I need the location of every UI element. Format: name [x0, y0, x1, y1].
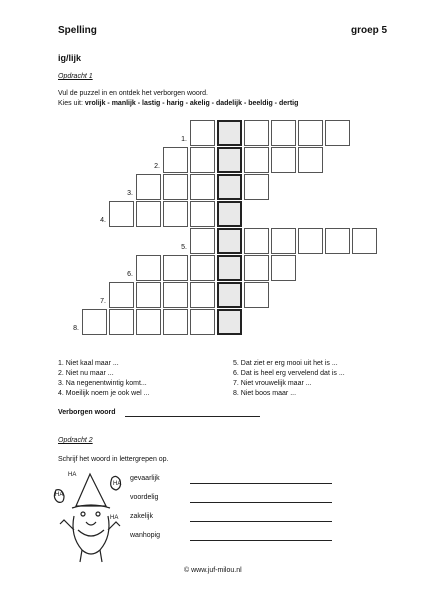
puzzle-cell[interactable] — [190, 228, 215, 254]
clue-item: 6. Dat is heel erg vervelend dat is ... — [233, 370, 345, 377]
worksheet-title: Spelling — [58, 25, 97, 36]
syllable-answer-line[interactable] — [190, 483, 332, 484]
laugh-bubble-1: HA — [55, 492, 64, 498]
clue-number-2: 2. — [154, 163, 160, 170]
puzzle-cell[interactable] — [109, 201, 134, 227]
puzzle-cell[interactable] — [325, 120, 350, 146]
puzzle-cell[interactable] — [271, 147, 296, 173]
hidden-word-answer-line[interactable] — [125, 416, 260, 417]
puzzle-cell[interactable] — [190, 201, 215, 227]
puzzle-cell[interactable] — [163, 147, 188, 173]
puzzle-cell[interactable] — [163, 255, 188, 281]
exercise-1-heading: Opdracht 1 — [58, 73, 93, 80]
clue-number-8: 8. — [73, 325, 79, 332]
puzzle-cell[interactable] — [163, 309, 188, 335]
puzzle-cell[interactable] — [244, 282, 269, 308]
clue-number-3: 3. — [127, 190, 133, 197]
puzzle-cell[interactable] — [109, 309, 134, 335]
puzzle-cell[interactable] — [271, 228, 296, 254]
puzzle-cell[interactable] — [244, 174, 269, 200]
puzzle-cell[interactable] — [190, 147, 215, 173]
exercise-1-instruction: Vul de puzzel in en ontdek het verborgen woord. — [58, 90, 208, 97]
exercise-2-instruction: Schrijf het woord in lettergrepen op. — [58, 456, 169, 463]
laugh-bubble-3: HA — [110, 515, 119, 521]
puzzle-cell[interactable] — [163, 282, 188, 308]
puzzle-cell[interactable] — [298, 228, 323, 254]
syllable-word: gevaarlijk — [130, 475, 160, 482]
clue-number-5: 5. — [181, 244, 187, 251]
syllable-answer-line[interactable] — [190, 502, 332, 503]
syllable-answer-line[interactable] — [190, 540, 332, 541]
clue-number-4: 4. — [100, 217, 106, 224]
clue-item: 2. Niet nu maar ... — [58, 370, 114, 377]
syllable-word: voordelig — [130, 494, 159, 501]
puzzle-cell[interactable] — [190, 174, 215, 200]
puzzle-cell[interactable] — [190, 255, 215, 281]
clue-number-1: 1. — [181, 136, 187, 143]
puzzle-cell[interactable] — [244, 228, 269, 254]
hidden-word-cell[interactable] — [217, 120, 242, 146]
puzzle-cell[interactable] — [325, 228, 350, 254]
laugh-bubble-4: HA — [68, 472, 77, 478]
hidden-word-cell[interactable] — [217, 228, 242, 254]
puzzle-cell[interactable] — [352, 228, 377, 254]
puzzle-cell[interactable] — [271, 120, 296, 146]
puzzle-cell[interactable] — [163, 174, 188, 200]
word-choices-line — [58, 100, 298, 107]
puzzle-cell[interactable] — [82, 309, 107, 335]
puzzle-cell[interactable] — [136, 282, 161, 308]
syllable-word: wanhopig — [130, 532, 160, 539]
puzzle-cell[interactable] — [109, 282, 134, 308]
choices-prefix: Kies uit: — [58, 100, 83, 107]
exercise-2-heading: Opdracht 2 — [58, 437, 93, 444]
hidden-word-cell[interactable] — [217, 174, 242, 200]
puzzle-cell[interactable] — [244, 147, 269, 173]
clue-number-7: 7. — [100, 298, 106, 305]
puzzle-cell[interactable] — [271, 255, 296, 281]
clue-item: 8. Niet boos maar ... — [233, 390, 297, 397]
hidden-word-cell[interactable] — [217, 201, 242, 227]
puzzle-cell[interactable] — [136, 255, 161, 281]
hidden-word-cell[interactable] — [217, 282, 242, 308]
puzzle-cell[interactable] — [136, 174, 161, 200]
hidden-word-label: Verborgen woord — [58, 409, 116, 416]
hidden-word-cell[interactable] — [217, 147, 242, 173]
puzzle-cell[interactable] — [298, 120, 323, 146]
puzzle-cell[interactable] — [244, 120, 269, 146]
puzzle-cell[interactable] — [190, 309, 215, 335]
puzzle-cell[interactable] — [190, 282, 215, 308]
clue-item: 3. Na negenentwintig komt... — [58, 380, 147, 387]
puzzle-cell[interactable] — [190, 120, 215, 146]
topic-title: ig/lijk — [58, 53, 82, 63]
choices-list: vrolijk - manlijk - lastig - harig - akelig - dadelijk - beeldig - dertig — [84, 100, 299, 107]
puzzle-cell[interactable] — [244, 255, 269, 281]
clue-item: 4. Moeilijk noem je ook wel ... — [58, 390, 150, 397]
syllable-answer-line[interactable] — [190, 521, 332, 522]
syllable-word: zakelijk — [130, 513, 153, 520]
group-label: groep 5 — [351, 25, 388, 36]
puzzle-cell[interactable] — [298, 147, 323, 173]
clue-item: 5. Dat ziet er erg mooi uit het is ... — [233, 360, 338, 367]
copyright-footer: © www.juf-milou.nl — [184, 567, 242, 574]
hidden-word-cell[interactable] — [217, 255, 242, 281]
puzzle-cell[interactable] — [136, 201, 161, 227]
clue-item: 7. Niet vrouwelijk maar ... — [233, 380, 312, 387]
puzzle-cell[interactable] — [136, 309, 161, 335]
clue-number-6: 6. — [127, 271, 133, 278]
puzzle-cell[interactable] — [163, 201, 188, 227]
hidden-word-cell[interactable] — [217, 309, 242, 335]
clue-item: 1. Niet kaal maar ... — [58, 360, 119, 367]
laugh-bubble-2: HA — [113, 481, 122, 487]
